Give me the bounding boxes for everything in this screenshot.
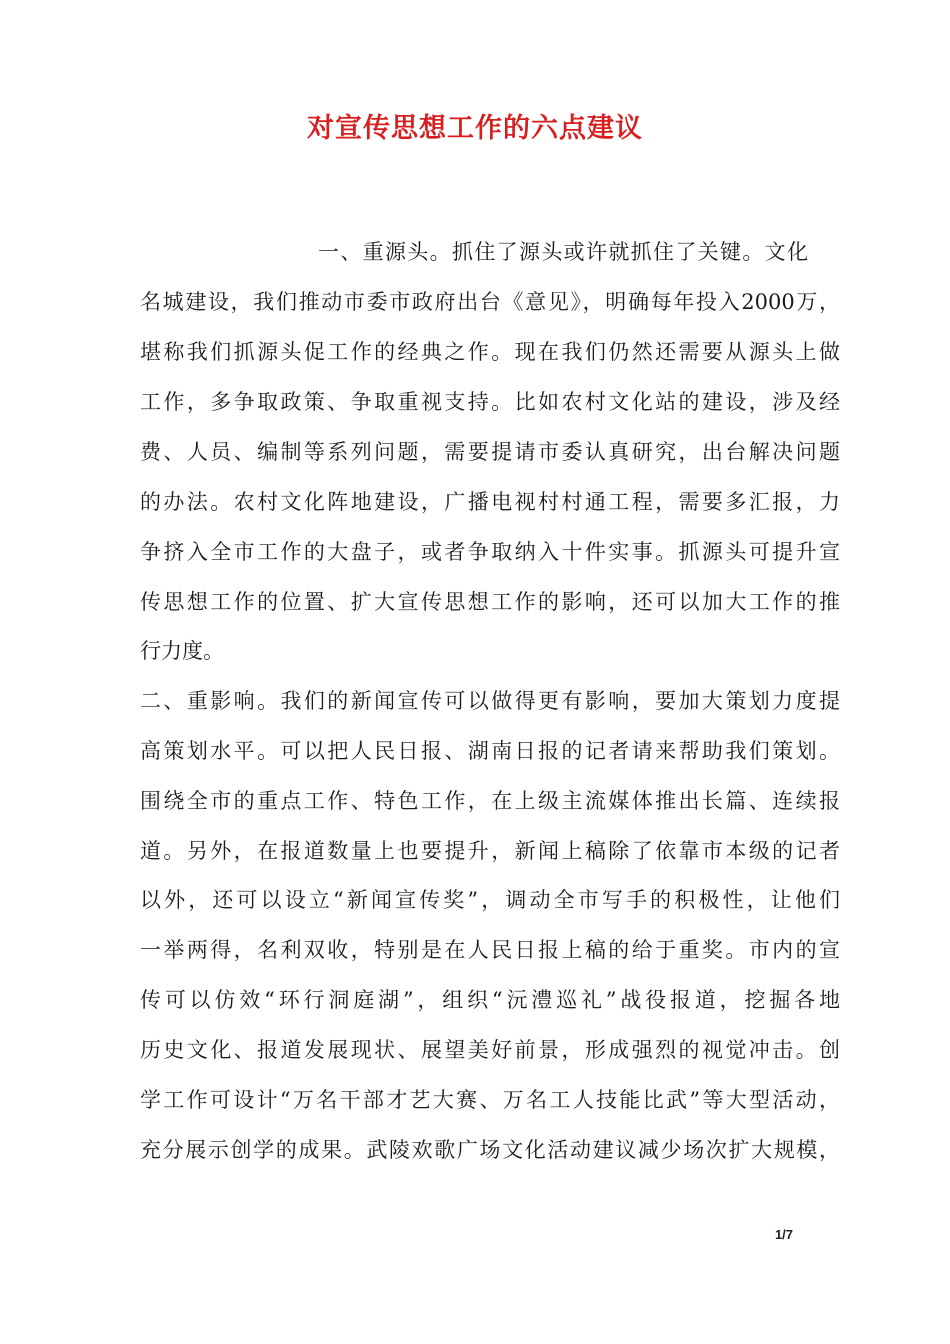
body-line: 二、重影响。我们的新闻宣传可以做得更有影响，要加大策划力度提 — [140, 689, 840, 713]
body-line: 以外，还可以设立“新闻宣传奖”，调动全市写手的积极性，让他们 — [140, 888, 840, 912]
body-line: 一、重源头。抓住了源头或许就抓住了关键。文化 — [318, 240, 808, 264]
body-line: 费、人员、编制等系列问题，需要提请市委认真研究，出台解决问题 — [140, 440, 840, 464]
body-line: 围绕全市的重点工作、特色工作，在上级主流媒体推出长篇、连续报 — [140, 789, 840, 813]
body-line: 传思想工作的位置、扩大宣传思想工作的影响，还可以加大工作的推 — [140, 590, 840, 614]
body-line: 道。另外，在报道数量上也要提升，新闻上稿除了依靠市本级的记者 — [140, 839, 840, 863]
body-line: 传可以仿效“环行洞庭湖”，组织“沅澧巡礼”战役报道，挖掘各地 — [140, 988, 840, 1012]
body-line: 高策划水平。可以把人民日报、湖南日报的记者请来帮助我们策划。 — [140, 739, 840, 763]
document-title: 对宣传思想工作的六点建议 — [307, 113, 643, 144]
body-line: 争挤入全市工作的大盘子，或者争取纳入十件实事。抓源头可提升宣 — [140, 540, 840, 564]
body-line: 一举两得，名利双收，特别是在人民日报上稿的给于重奖。市内的宣 — [140, 938, 840, 962]
body-line: 的办法。农村文化阵地建设，广播电视村村通工程，需要多汇报，力 — [140, 490, 840, 514]
body-line: 历史文化、报道发展现状、展望美好前景，形成强烈的视觉冲击。创 — [140, 1038, 840, 1062]
body-line: 充分展示创学的成果。武陵欢歌广场文化活动建议减少场次扩大规模， — [140, 1138, 840, 1162]
body-line: 堪称我们抓源头促工作的经典之作。现在我们仍然还需要从源头上做 — [140, 340, 840, 364]
body-line: 行力度。 — [140, 639, 224, 663]
body-line: 名城建设，我们推动市委市政府出台《意见》，明确每年投入2000万， — [140, 290, 840, 314]
body-line: 学工作可设计“万名干部才艺大赛、万名工人技能比武”等大型活动， — [140, 1088, 840, 1112]
page-number: 1/7 — [774, 1227, 794, 1242]
body-line: 工作，多争取政策、争取重视支持。比如农村文化站的建设，涉及经 — [140, 390, 840, 414]
